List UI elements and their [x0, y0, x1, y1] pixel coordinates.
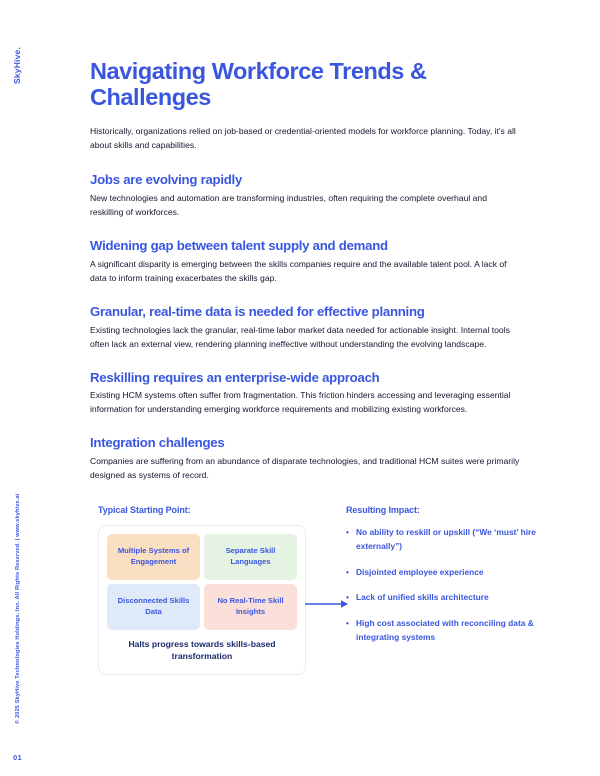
diagram: [98, 505, 550, 695]
impact-text: No ability to reskill or upskill (“We ‘must’ hire externally”): [356, 527, 536, 552]
bullet-icon: •: [346, 592, 349, 603]
tile-disconnected-skills-data: [107, 584, 200, 630]
section-body: Companies are suffering from an abundance of disparate technologies, and traditional HCM suites were primarily designed as systems of record.: [90, 456, 520, 480]
impact-list: [346, 525, 550, 645]
resulting-impact-label: Resulting Impact:: [346, 505, 420, 515]
section-heading: Widening gap between talent supply and demand: [90, 238, 388, 254]
list-item: [346, 616, 550, 645]
section-heading: Jobs are evolving rapidly: [90, 172, 243, 188]
bullet-icon: •: [346, 566, 349, 577]
list-item: [346, 590, 550, 604]
tile-label: Separate Skill Languages: [225, 546, 276, 566]
section-integration-challenges: [90, 435, 540, 483]
page-number: 01: [13, 753, 22, 762]
problem-tile-grid: [107, 534, 297, 630]
starting-point-card: [98, 525, 306, 675]
section-heading: Reskilling requires an enterprise-wide approach: [90, 369, 380, 385]
impact-text: High cost associated with reconciling data & integrating systems: [356, 617, 534, 643]
impact-text: Disjointed employee experience: [356, 566, 484, 577]
typical-starting-point-label: Typical Starting Point:: [98, 505, 191, 515]
section-heading: Granular, real-time data is needed for effective planning: [90, 303, 425, 319]
tile-separate-skill-languages: [204, 534, 297, 580]
list-item: [346, 565, 550, 579]
section-body: A significant disparity is emerging between the skills companies require and the available talent pool. A lack of data to inform training exacerbates the skills gap.: [90, 259, 507, 283]
section-jobs-evolving: [90, 172, 540, 220]
arrow-right-icon: [305, 596, 349, 606]
section-body: Existing technologies lack the granular, real-time labor market data needed for actionable insight. Internal tools often lack an external view, rendering planning ineffective without understanding the evolving landscape.: [90, 324, 510, 349]
tile-label: No Real-Time Skill Insights: [217, 596, 284, 616]
bullet-icon: •: [346, 617, 349, 628]
diagram-right-column: [346, 505, 550, 656]
impact-text: Lack of unified skills architecture: [356, 592, 489, 603]
section-heading: Integration challenges: [90, 435, 225, 451]
page-title: Navigating Workforce Trends & Challenges: [90, 58, 427, 111]
section-body: New technologies and automation are transforming industries, often requiring the complete overhaul and reskilling of workforces.: [90, 193, 487, 218]
section-reskilling-enterprise: [90, 370, 540, 418]
diagram-left-column: [98, 505, 306, 675]
brand-logo-text: SkyHive.: [12, 46, 22, 84]
copyright-text: © 2025 SkyHive Technologies Holdings, Inc. All Rights Reserved. | www.skyhive.ai: [15, 493, 21, 724]
section-widening-gap: [90, 238, 540, 286]
tile-label: Multiple Systems of Engagement: [117, 546, 190, 566]
intro-paragraph: Historically, organizations relied on job-based or credential-oriented models for workforce planning. Today, it's all about skills and capabilities.: [90, 125, 516, 150]
bullet-icon: •: [346, 527, 349, 537]
main-content: [90, 58, 540, 483]
tile-no-real-time-insights: [204, 584, 297, 630]
starting-point-caption: Halts progress towards skills-based transformation: [128, 639, 276, 661]
tile-multiple-systems: [107, 534, 200, 580]
copyright-notice: [2, 430, 28, 730]
list-item: [346, 525, 550, 554]
section-granular-data: [90, 304, 540, 352]
tile-label: Disconnected Skills Data: [117, 596, 190, 616]
section-body: Existing HCM systems often suffer from fragmentation. This friction hinders accessing and leveraging essential information for understanding emerging workforce requirements and mobilizing existing workforces.: [90, 390, 511, 415]
brand-logo: [2, 8, 32, 98]
